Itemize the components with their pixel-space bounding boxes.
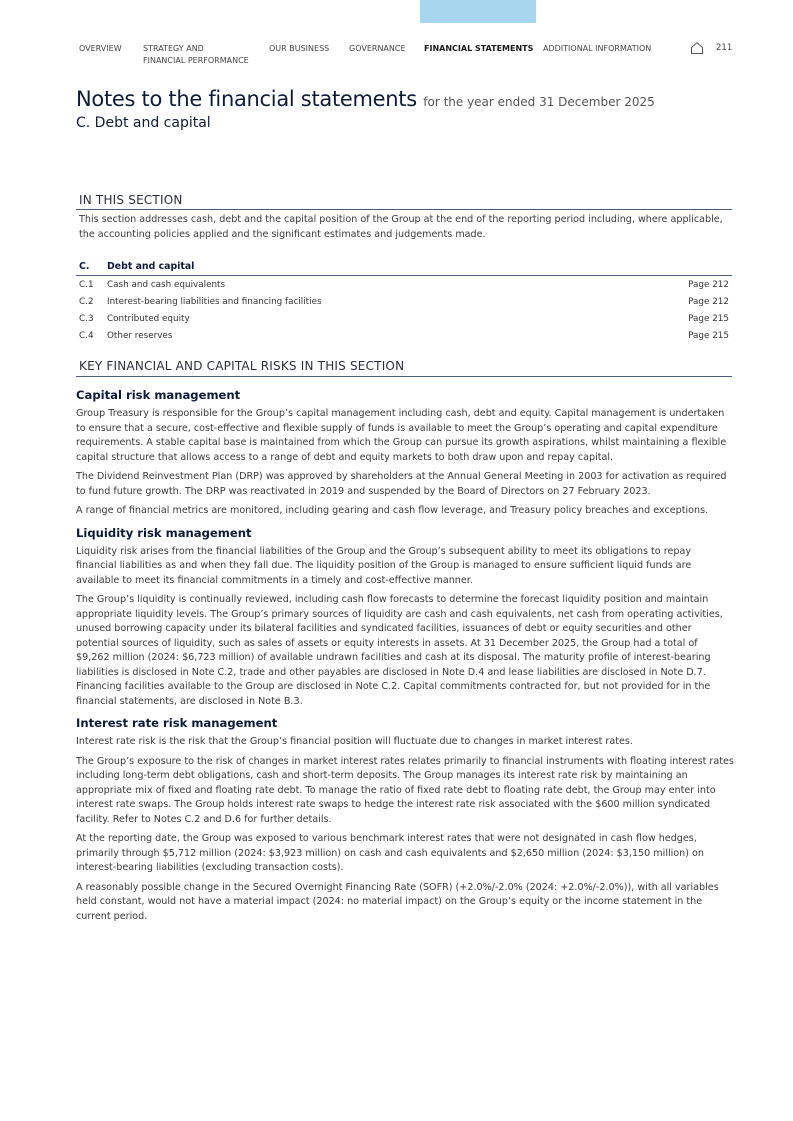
nav-overview[interactable]: OVERVIEW [79,44,122,53]
table-row[interactable] [76,327,732,344]
risks-heading: KEY FINANCIAL AND CAPITAL RISKS IN THIS SECTION [79,359,405,373]
nav-strategy[interactable]: STRATEGY AND FINANCIAL PERFORMANCE [143,44,249,65]
row-label: Interest-bearing liabilities and financing facilities [107,296,322,307]
title-period: for the year ended 31 December 2025 [423,95,655,109]
row-label: Contributed equity [107,313,190,324]
home-icon[interactable] [690,41,704,55]
table-row[interactable] [76,310,732,327]
section-rule [76,209,732,210]
section-tab-marker [420,0,536,23]
row-page-link[interactable]: Page 212 [688,279,729,290]
interest-paragraph: Interest rate risk is the risk that the Group’s financial position will fluctuate due to changes in market interest rates. [76,736,633,747]
row-num: C.1 [79,279,94,290]
capital-paragraph: Group Treasury is responsible for the Group’s capital management including cash, debt and equity. Capital management is undertaken to ensure that a secure, cost-effective and flexible supply of funds is available to meet the Group’s operating and capital expenditure requirements. A stable capital base is maintained from which the Group can pursue its growth aspirations, whilst maintaining a flexible capital structure that allows access to a range of debt and equity markets to both draw upon and repay capital. [76,408,727,463]
row-label: Cash and cash equivalents [107,279,226,290]
in-this-section-heading: IN THIS SECTION [79,193,183,207]
liquidity-paragraph: Liquidity risk arises from the financial liabilities of the Group and the Group’s subsequent ability to meet its obligations to repay financial liabilities as and when they fall due. The liquidity position of the Group is managed to ensure sufficient liquid funds are available to meet its financial commitments in a timely and cost-effective manner. [76,545,692,586]
risks-rule [76,376,732,377]
page-subtitle: C. Debt and capital [76,115,211,131]
interest-paragraph: A reasonably possible change in the Secured Overnight Financing Rate (SOFR) (+2.0%/-2.0% (2024: +2.0%/-2.0%)), with all variables held constant, would not have a material impact (2024: no material impact) on the Group’s equity or the income statement in the current period. [76,881,719,922]
row-label: Other reserves [107,330,173,341]
table-head-label: Debt and capital [104,257,622,276]
nav-financial-statements[interactable]: FINANCIAL STATEMENTS [424,44,534,53]
top-navigation [79,43,793,73]
table-row[interactable] [76,276,732,294]
nav-our-business[interactable]: OUR BUSINESS [269,44,330,53]
capital-paragraph: The Dividend Reinvestment Plan (DRP) was approved by shareholders at the Annual General Meeting in 2003 for activation as required to fund future growth. The DRP was reactivated in 2019 and suspended by the Board of Directors on 27 February 2023. [76,471,727,497]
interest-paragraph: At the reporting date, the Group was exposed to various benchmark interest rates that were not designated in cash flow hedges, primarily through $5,712 million (2024: $3,923 million) on cash and cash equivalents and $2,650 million (2024: $3,150 million) on interest-bearing liabilities (excluding transaction costs). [76,833,705,873]
table-row[interactable] [76,293,732,310]
interest-paragraph: The Group’s exposure to the risk of changes in market interest rates relates primarily to financial instruments with floating interest rates including long-term debt obligations, cash and short-term deposits. The Group manages its interest rate risk by maintaining an appropriate mix of fixed and floating rate debt. To manage the ratio of fixed rate debt to floating rate debt, the Group may enter into interest rate swaps. The Group holds interest rate swaps to hedge the interest rate risk associated with the $600 million syndicated facility. Refer to Notes C.2 and D.6 for further details. [76,755,734,825]
table-head-num: C. [76,257,104,276]
liquidity-risk-title: Liquidity risk management [76,525,252,540]
nav-governance[interactable]: GOVERNANCE [349,44,406,53]
liquidity-paragraph: The Group’s liquidity is continually reviewed, including cash flow forecasts to determine the forecast liquidity position and maintain appropriate liquidity levels. The Group’s primary sources of liquidity are cash and cash equivalents, net cash from operating activities, unused borrowing capacity under its bilateral facilities and syndicated facilities, issuances of debt or equity securities and other potential sources of liquidity, such as sales of assets or equity interests in assets. At 31 December 2025, the Group had a total of $9,262 million (2024: $6,723 million) of available undrawn facilities and cash at its disposal. The maturity profile of interest-bearing liabilities is disclosed in Note C.2, trade and other payables are disclosed in Note D.4 and lease liabilities are disclosed in Note D.7. Financing facilities available to the Group are disclosed in Note C.2. Capital commitments contracted for, but not provided for in the financial statements, are disclosed in Note B.3. [76,594,723,707]
row-page-link[interactable]: Page 215 [688,330,729,341]
interest-risk-title: Interest rate risk management [76,716,278,730]
page-number: 211 [716,43,733,53]
table-header-row [76,257,732,276]
section-intro: This section addresses cash, debt and the capital position of the Group at the end of the reporting period including, where applicable, the accounting policies applied and the significant estimates and judgements made. [79,214,723,240]
row-num: C.3 [79,313,94,324]
risks-body [76,388,734,929]
contents-table [76,257,732,344]
row-page-link[interactable]: Page 215 [688,313,729,324]
nav-additional-information[interactable]: ADDITIONAL INFORMATION [543,44,652,53]
capital-paragraph: A range of financial metrics are monitored, including gearing and cash flow leverage, and Treasury policy breaches and exceptions. [76,505,709,516]
row-num: C.2 [79,296,94,307]
capital-risk-title: Capital risk management [76,388,241,402]
page-title: Notes to the financial statements for the year ended 31 December 2025 [76,87,655,111]
row-num: C.4 [79,330,94,341]
row-page-link[interactable]: Page 212 [688,296,729,307]
